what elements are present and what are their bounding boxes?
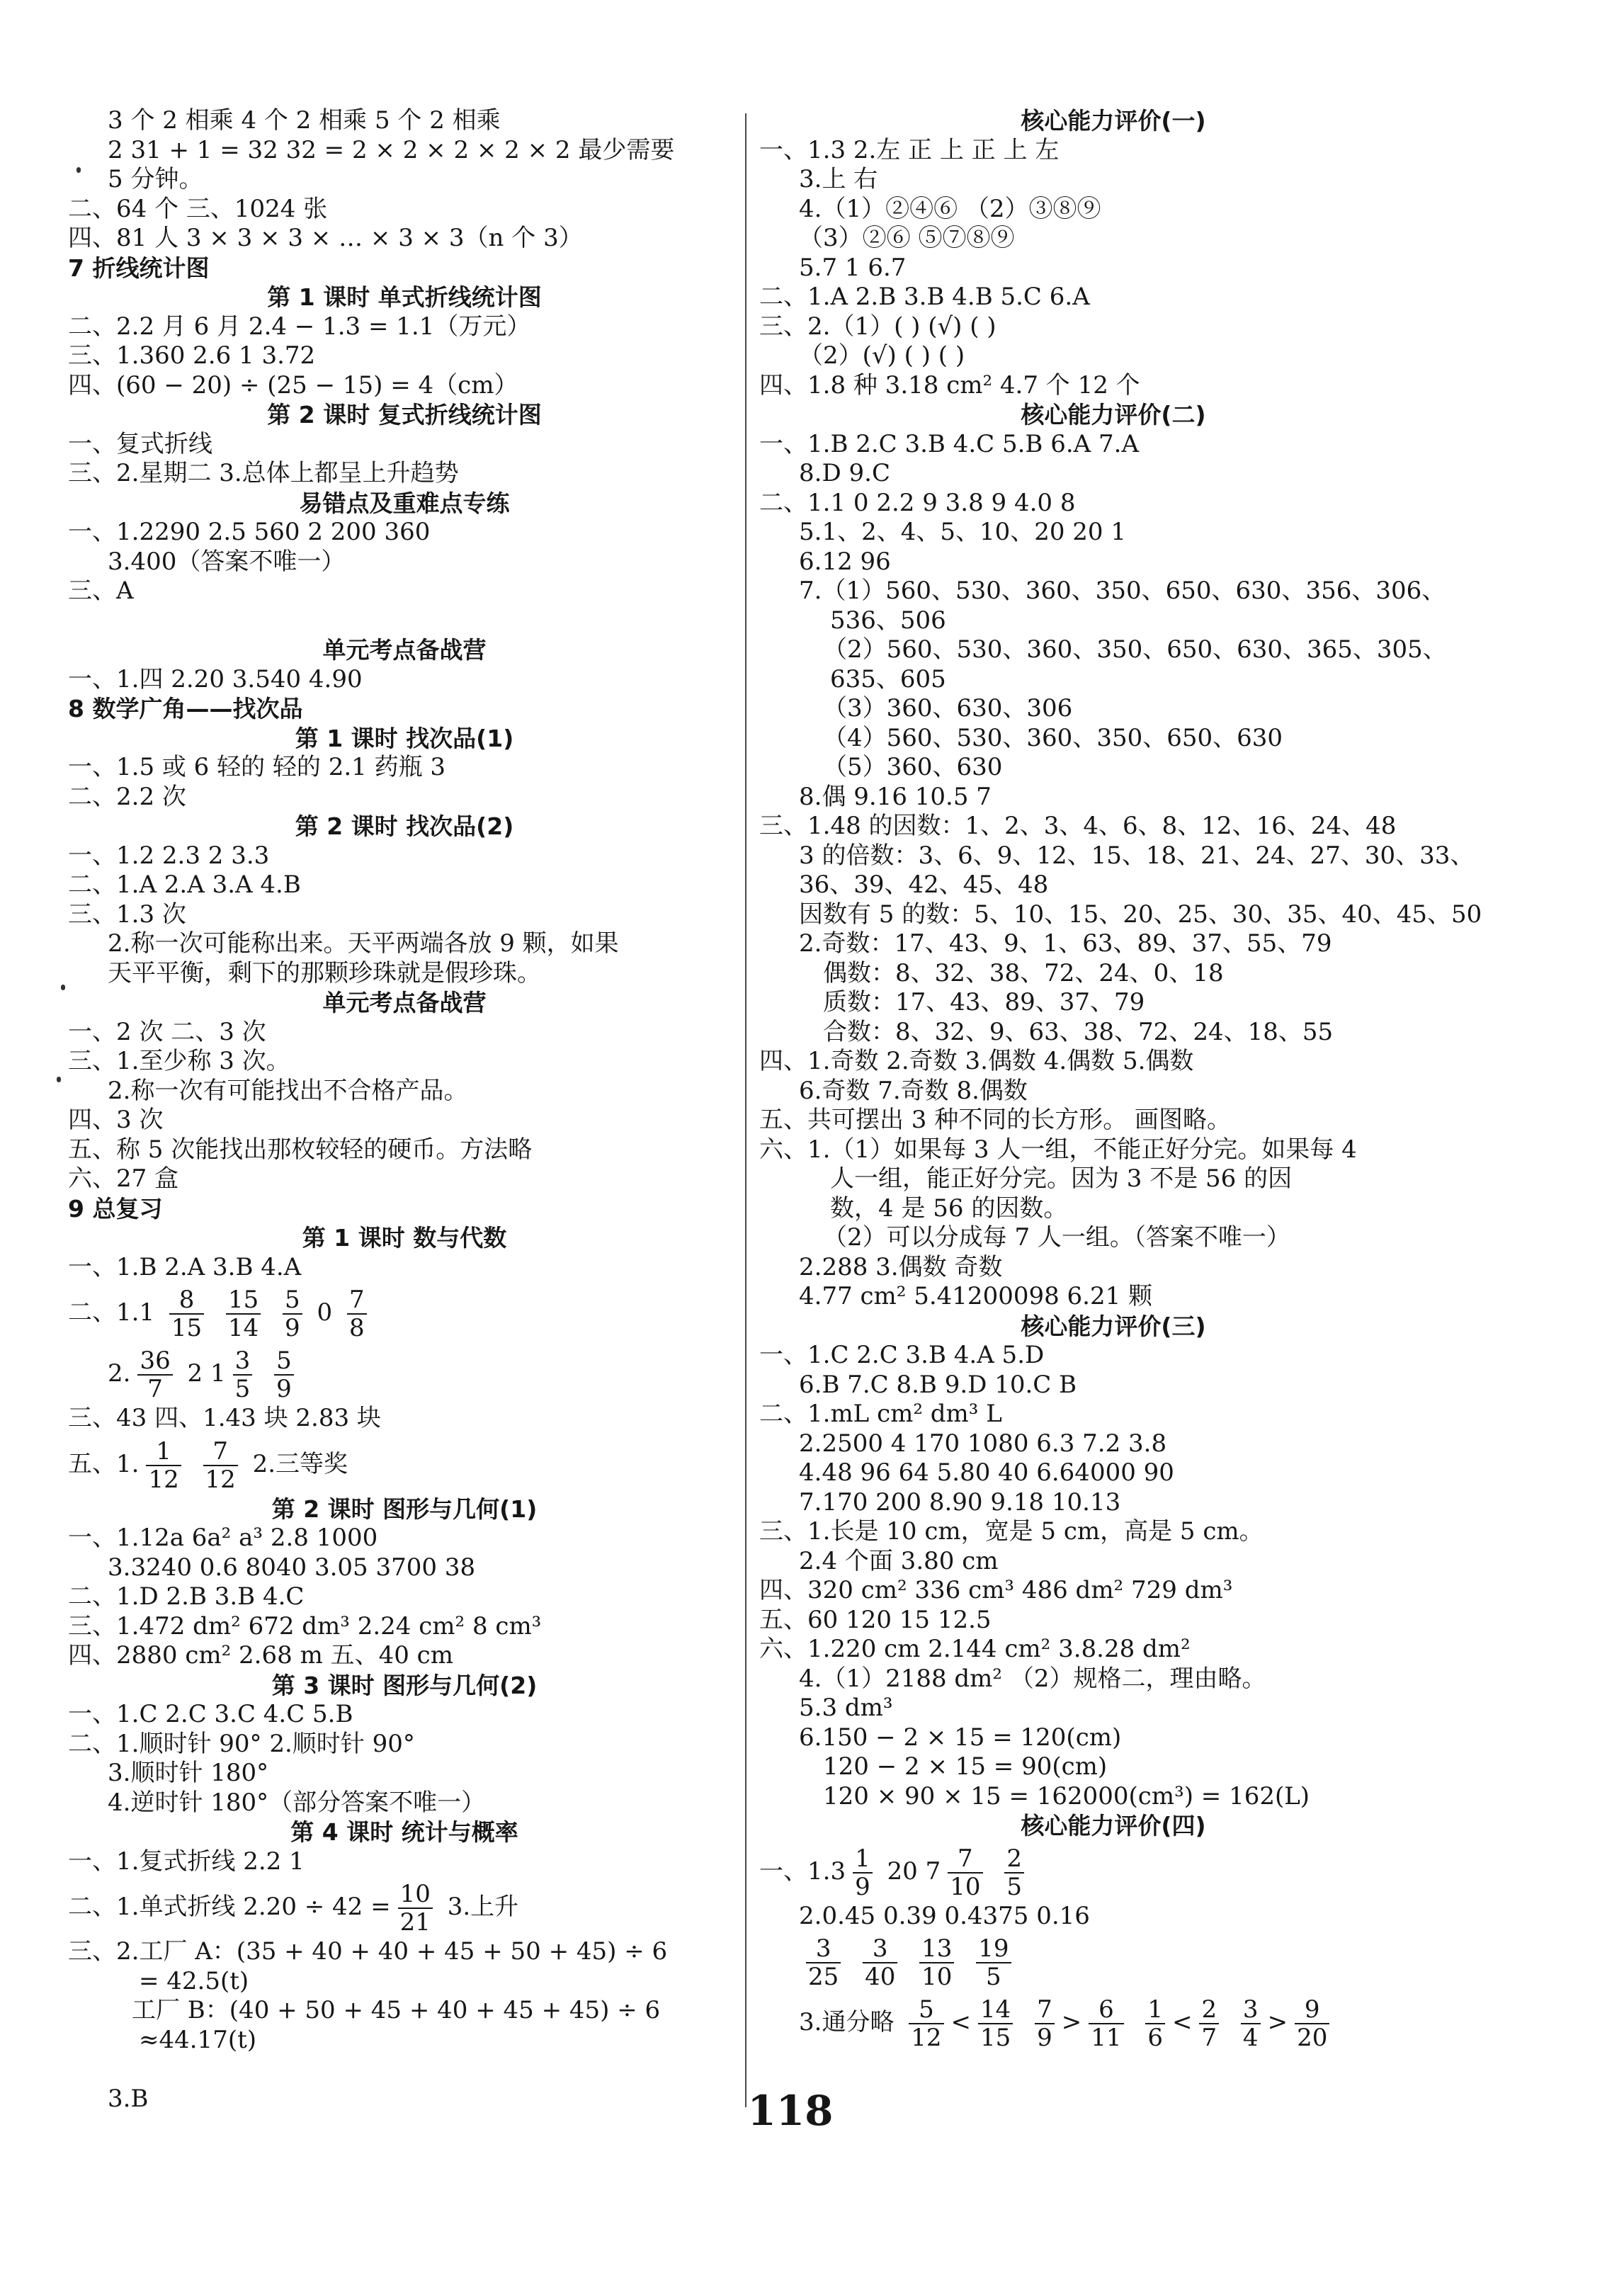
answer-line: 三、1.3 次	[68, 900, 186, 929]
answer-line: 四、81 人 3 × 3 × 3 × … × 3 × 3（n 个 3）	[68, 224, 583, 252]
answer-line: 7.（1）560、530、360、350、650、630、356、306、	[799, 577, 1446, 605]
answer-line: 二、1.1 0 2.2 9 3.8 9 4.0 8	[759, 488, 1076, 517]
answer-text: 3.通分略	[799, 2008, 895, 2036]
answer-line: 536、506	[830, 606, 946, 635]
fraction: $\frac{6}{11}$	[1089, 1996, 1123, 2051]
answer-line: 五、共可摆出 3 种不同的长方形。 画图略。	[759, 1106, 1232, 1134]
comparison-sign: <	[950, 2008, 972, 2036]
comparison-sign: <	[1171, 2008, 1193, 2036]
page-number: 118	[747, 2087, 834, 2135]
answer-line: 四、320 cm² 336 cm³ 486 dm² 729 dm³	[759, 1576, 1233, 1604]
fraction: $\frac{13}{10}$	[919, 1935, 954, 1990]
answer-line: ≈44.17(t)	[139, 2025, 257, 2054]
answer-line: 一、1.2 2.3 2 3.3	[68, 841, 270, 870]
fraction: $\frac{14}{15}$	[978, 1996, 1013, 2051]
answer-line-fractions	[68, 1282, 741, 1343]
answer-line: 8.D 9.C	[799, 459, 890, 487]
fraction: $\frac{5}{12}$	[909, 1996, 943, 2051]
answer-line: 一、1.12a 6a² a³ 2.8 1000	[68, 1524, 378, 1552]
answer-line: 三、1.472 dm² 672 dm³ 2.24 cm² 8 cm³	[68, 1611, 542, 1640]
fraction: $\frac{7}{8}$	[347, 1286, 367, 1342]
answer-line: 二、1.mL cm² dm³ L	[759, 1400, 1002, 1428]
answer-line: 一、1.B 2.A 3.B 4.A	[68, 1252, 302, 1281]
fraction: $\frac{1}{9}$	[853, 1845, 873, 1900]
fraction: $\frac{1}{12}$	[146, 1438, 181, 1493]
answer-line: 36、39、42、45、48	[799, 871, 1049, 899]
answer-line: （3）360、630、306	[823, 694, 1073, 722]
scan-mark	[57, 1077, 61, 1082]
answer-line: 一、复式折线	[68, 429, 212, 458]
answer-text: 2.三等奖	[252, 1449, 348, 1478]
answer-line: 三、1.至少称 3 次。	[68, 1047, 290, 1075]
answer-line: （4）560、530、360、350、650、630	[823, 723, 1283, 752]
right-column	[759, 106, 1482, 2053]
fraction: $\frac{9}{20}$	[1295, 1996, 1329, 2051]
answer-line: 数，4 是 56 的因数。	[830, 1194, 1068, 1223]
chapter-heading: 9 总复习	[68, 1194, 163, 1223]
section-heading: 核心能力评价(一)	[1021, 107, 1206, 135]
section-heading: 第 2 课时 图形与几何(1)	[271, 1495, 538, 1523]
answer-line-fractions	[68, 1434, 741, 1495]
scan-mark	[76, 167, 81, 173]
answer-line: 6.B 7.C 8.B 9.D 10.C B	[799, 1370, 1077, 1399]
fraction: $\frac{5}{9}$	[274, 1347, 294, 1402]
answer-line: 二、1.A 2.A 3.A 4.B	[68, 871, 301, 899]
answer-line: 120 − 2 × 15 = 90(cm)	[823, 1752, 1108, 1781]
section-heading: 核心能力评价(四)	[1021, 1812, 1206, 1840]
spacer	[68, 2055, 741, 2085]
answer-line: 4.（1）②④⑥ （2）③⑧⑨	[799, 194, 1101, 223]
answer-line: 一、1.5 或 6 轻的 轻的 2.1 药瓶 3	[68, 753, 446, 781]
answer-line: 一、1.四 2.20 3.540 4.90	[68, 664, 363, 693]
answer-line: （2）可以分成每 7 人一组。（答案不唯一）	[823, 1223, 1290, 1252]
fraction: $\frac{7}{10}$	[948, 1845, 982, 1900]
answer-line: 5.1、2、4、5、10、20 20 1	[799, 518, 1127, 546]
answer-text: 2 1	[187, 1359, 226, 1388]
comparison-sign: >	[1267, 2008, 1288, 2036]
chapter-heading: 7 折线统计图	[68, 254, 210, 282]
answer-line: （2）560、530、360、350、650、630、365、305、	[823, 635, 1447, 664]
scan-mark	[61, 985, 65, 990]
answer-text: 20 7	[887, 1857, 941, 1886]
answer-line: 四、1.奇数 2.奇数 3.偶数 4.偶数 5.偶数	[759, 1047, 1194, 1075]
section-heading: 易错点及重难点专练	[299, 489, 510, 517]
section-heading: 单元考点备战营	[322, 636, 487, 664]
answer-line: 4.逆时针 180°（部分答案不唯一）	[108, 1788, 486, 1817]
answer-line: 2.288 3.偶数 奇数	[799, 1252, 1003, 1281]
answer-line: 6.奇数 7.奇数 8.偶数	[799, 1076, 1028, 1105]
chapter-heading: 8 数学广角——找次品	[68, 695, 303, 722]
answer-line: 3.3240 0.6 8040 3.05 3700 38	[108, 1553, 476, 1582]
answer-line-fractions	[759, 1992, 1467, 2053]
answer-line: 8.偶 9.16 10.5 7	[799, 782, 992, 811]
section-heading: 第 1 课时 找次品(1)	[295, 724, 514, 752]
answer-line: 六、1.220 cm 2.144 cm² 3.8.28 dm²	[759, 1635, 1191, 1663]
answer-line: = 42.5(t)	[139, 1966, 249, 1995]
answer-line: 120 × 90 × 15 = 162000(cm³) = 162(L)	[823, 1781, 1310, 1810]
answer-line: 4.（1）2188 dm² （2）规格二，理由略。	[799, 1664, 1266, 1693]
answer-line: 三、1.48 的因数：1、2、3、4、6、8、12、16、24、48	[759, 812, 1397, 840]
answer-line: 3.400（答案不唯一）	[108, 547, 346, 576]
answer-line: 三、1.360 2.6 1 3.72	[68, 341, 316, 370]
answer-line: 一、1.3 2.左 正 上 正 上 左	[759, 135, 1060, 164]
answer-line: 二、1.顺时针 90° 2.顺时针 90°	[68, 1729, 415, 1758]
answer-text: 一、1.3	[759, 1857, 846, 1886]
fraction: $\frac{7}{12}$	[203, 1438, 238, 1493]
answer-line: 合数：8、32、9、63、38、72、24、18、55	[823, 1017, 1334, 1046]
answer-line: 4.77 cm² 5.41200098 6.21 颗	[799, 1282, 1153, 1310]
answer-line: 五、60 120 15 12.5	[759, 1605, 992, 1634]
answer-line: （5）360、630	[823, 753, 1003, 781]
answer-line: 五、称 5 次能找出那枚较轻的硬币。方法略	[68, 1135, 533, 1164]
answer-line: 三、2.星期二 3.总体上都呈上升趋势	[68, 459, 459, 487]
answer-line-fractions	[68, 1343, 741, 1404]
answer-text: 二、1.1	[68, 1298, 155, 1327]
answer-line: （3）②⑥ ⑤⑦⑧⑨	[799, 224, 1015, 252]
section-heading: 第 2 课时 复式折线统计图	[267, 401, 542, 429]
answer-line: 一、1.C 2.C 3.B 4.A 5.D	[759, 1341, 1045, 1369]
answer-line: 2.0.45 0.39 0.4375 0.16	[799, 1901, 1090, 1930]
fraction: $\frac{19}{5}$	[976, 1935, 1011, 1990]
answer-line: 四、3 次	[68, 1106, 164, 1134]
answer-line: 工厂 B：(40 + 50 + 45 + 40 + 45 + 45) ÷ 6	[132, 1996, 661, 2024]
answer-line: 二、1.D 2.B 3.B 4.C	[68, 1582, 305, 1611]
answer-line: 5 分钟。	[108, 165, 203, 193]
comparison-sign: >	[1061, 2008, 1082, 2036]
column-divider	[745, 113, 746, 2107]
section-heading: 第 3 课时 图形与几何(2)	[271, 1671, 538, 1699]
answer-line: 4.48 96 64 5.80 40 6.64000 90	[799, 1458, 1174, 1487]
answer-line-fractions	[68, 1876, 741, 1937]
fraction: $\frac{36}{7}$	[137, 1347, 172, 1402]
answer-line: 二、2.2 月 6 月 2.4 − 1.3 = 1.1（万元）	[68, 312, 531, 341]
section-heading: 第 4 课时 统计与概率	[290, 1818, 518, 1846]
answer-line: 六、27 盒	[68, 1164, 179, 1193]
fraction: $\frac{2}{5}$	[1004, 1845, 1024, 1900]
answer-line: 3 个 2 相乘 4 个 2 相乘 5 个 2 相乘	[108, 106, 501, 135]
answer-line: 三、2.（1）( ) (√) ( )	[759, 312, 996, 341]
fraction: $\frac{3}{25}$	[806, 1935, 841, 1990]
answer-text: 3.上升	[447, 1893, 519, 1921]
answer-text: 五、1.	[68, 1449, 140, 1478]
left-column	[68, 106, 741, 2114]
answer-line: 2.称一次可能称出来。天平两端各放 9 颗，如果	[108, 929, 619, 958]
fraction: $\frac{15}{14}$	[226, 1286, 261, 1342]
answer-line: 一、1.复式折线 2.2 1	[68, 1847, 305, 1876]
answer-line: 四、2880 cm² 2.68 m 五、40 cm	[68, 1641, 453, 1670]
fraction: $\frac{3}{5}$	[233, 1347, 253, 1402]
answer-line: 三、1.长是 10 cm，宽是 5 cm，高是 5 cm。	[759, 1517, 1264, 1546]
fraction: $\frac{10}{21}$	[398, 1881, 433, 1936]
fraction: $\frac{1}{6}$	[1145, 1996, 1165, 2051]
fraction: $\frac{7}{9}$	[1035, 1996, 1055, 2051]
section-heading: 核心能力评价(三)	[1021, 1312, 1206, 1340]
answer-line: 7.170 200 8.90 9.18 10.13	[799, 1487, 1121, 1517]
section-heading: 核心能力评价(二)	[1021, 401, 1206, 429]
answer-line: 人一组，能正好分完。因为 3 不是 56 的因	[830, 1164, 1293, 1193]
answer-line: 5.3 dm³	[799, 1694, 893, 1722]
answer-line: 6.12 96	[799, 547, 891, 576]
answer-line: 四、1.8 种 3.18 cm² 4.7 个 12 个	[759, 370, 1140, 399]
answer-line: 三、43 四、1.43 块 2.83 块	[68, 1404, 381, 1432]
answer-line: 一、2 次 二、3 次	[68, 1017, 266, 1046]
answer-text: 0	[317, 1298, 333, 1327]
answer-line: 天平平衡，剩下的那颗珍珠就是假珍珠。	[108, 958, 541, 987]
answer-line: 一、1.B 2.C 3.B 4.C 5.B 6.A 7.A	[759, 429, 1140, 458]
answer-line: 3.顺时针 180°	[108, 1759, 269, 1787]
answer-line: 一、1.2290 2.5 560 2 200 360	[68, 518, 431, 546]
fraction: $\frac{3}{4}$	[1241, 1996, 1261, 2051]
section-heading: 第 1 课时 单式折线统计图	[267, 283, 542, 311]
answer-line: 三、A	[68, 577, 134, 605]
answer-line: 2.奇数：17、43、9、1、63、89、37、55、79	[799, 929, 1332, 958]
answer-line: 3.B	[108, 2084, 149, 2113]
section-heading: 第 1 课时 数与代数	[302, 1224, 507, 1252]
fraction: $\frac{2}{7}$	[1199, 1996, 1219, 2051]
answer-line: 2.称一次有可能找出不合格产品。	[108, 1076, 468, 1105]
fraction: $\frac{8}{15}$	[169, 1286, 204, 1342]
answer-text: 2.	[108, 1359, 131, 1388]
spacer	[68, 606, 741, 636]
section-heading: 第 2 课时 找次品(2)	[295, 812, 514, 840]
answer-line: 一、1.C 2.C 3.C 4.C 5.B	[68, 1700, 353, 1728]
fraction: $\frac{5}{9}$	[283, 1286, 302, 1342]
answer-line: 5.7 1 6.7	[799, 253, 907, 282]
answer-line: 二、2.2 次	[68, 782, 186, 811]
answer-line: 2 31 + 1 = 32 32 = 2 × 2 × 2 × 2 × 2 最少需要	[108, 135, 675, 164]
answer-text: 二、1.单式折线 2.20 ÷ 42 =	[68, 1893, 391, 1921]
answer-line: 635、605	[830, 664, 946, 693]
answer-line: 3.上 右	[799, 165, 878, 193]
answer-line: 二、64 个 三、1024 张	[68, 194, 328, 223]
answer-line: 3 的倍数：3、6、9、12、15、18、21、24、27、30、33、	[799, 841, 1475, 870]
answer-line: （2）(√) ( ) ( )	[799, 341, 965, 370]
fraction: $\frac{3}{40}$	[863, 1935, 897, 1990]
answer-line: 2.4 个面 3.80 cm	[799, 1546, 999, 1575]
answer-line: 二、1.A 2.B 3.B 4.B 5.C 6.A	[759, 283, 1090, 311]
answer-line-fractions	[759, 1841, 1467, 1902]
answer-line: 偶数：8、32、38、72、24、0、18	[823, 958, 1224, 987]
answer-line: 质数：17、43、89、37、79	[823, 988, 1145, 1016]
answer-line: 三、2.工厂 A：(35 + 40 + 40 + 45 + 50 + 45) ÷ 6	[68, 1937, 668, 1966]
answer-line: 2.2500 4 170 1080 6.3 7.2 3.8	[799, 1429, 1167, 1458]
section-heading: 单元考点备战营	[322, 989, 487, 1016]
answer-line: 四、(60 − 20) ÷ (25 − 15) = 4（cm）	[68, 370, 518, 399]
answer-line: 六、1.（1）如果每 3 人一组，不能正好分完。如果每 4	[759, 1135, 1357, 1164]
answer-line: 6.150 − 2 × 15 = 120(cm)	[799, 1723, 1122, 1752]
answer-line-fractions	[759, 1931, 1467, 1992]
answer-line: 因数有 5 的数：5、10、15、20、25、30、35、40、45、50	[799, 900, 1482, 929]
